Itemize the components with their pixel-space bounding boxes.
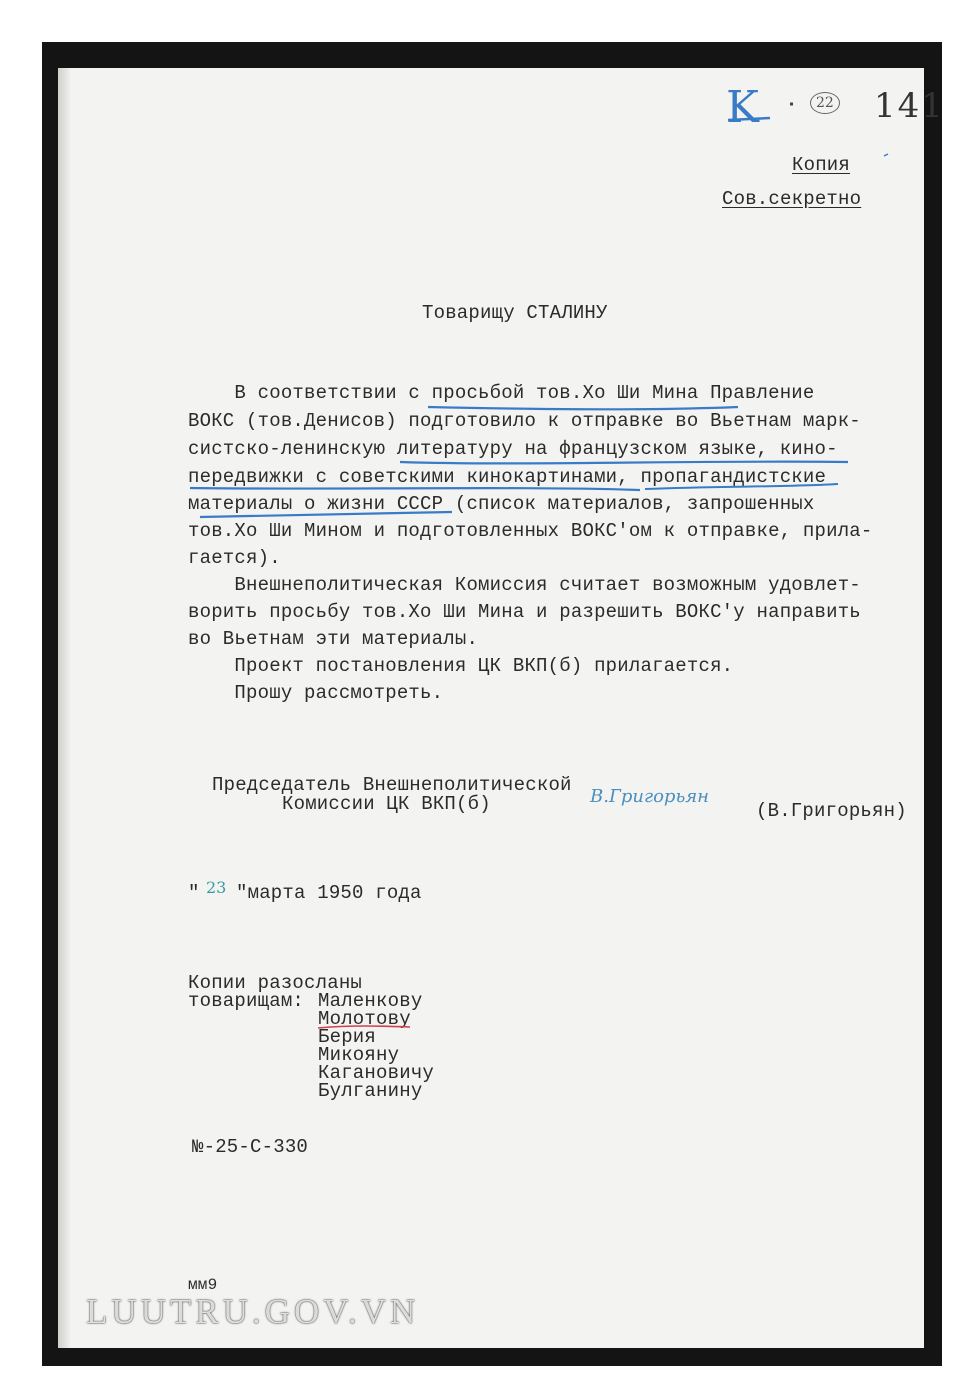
body-line: В соответствии с просьбой тов.Хо Ши Мина Правление — [188, 382, 815, 404]
distribution-heading: Копии разосланы — [188, 972, 363, 994]
body-line: во Вьетнам эти материалы. — [188, 628, 479, 650]
handwritten-circled-number: 22 — [810, 92, 840, 114]
archive-watermark: LUUTRU.GOV.VN — [86, 1292, 420, 1331]
handwritten-folio-number: 141 — [874, 86, 945, 126]
body-line: материалы о жизни СССР (список материалов, запрошенных — [188, 493, 815, 515]
signatory-title: Председатель Внешнеполитической — [212, 774, 572, 796]
typist-code: мм9 — [188, 1276, 218, 1294]
document-number: №-25-С-330 — [192, 1136, 309, 1158]
body-line: гается). — [188, 547, 281, 569]
body-line: тов.Хо Ши Мином и подготовленных ВОКС'ом к отправке, прила- — [188, 520, 873, 542]
signatory-name: (В.Григорьян) — [756, 800, 907, 822]
blue-underline — [190, 488, 640, 490]
body-line: Внешнеполитическая Комиссия считает возможным удовлет- — [188, 574, 861, 596]
date-open-quote: " — [188, 882, 200, 904]
body-line: ВОКС (тов.Денисов) подготовило к отправке во Вьетнам марк- — [188, 410, 861, 432]
recipient: Кагановичу — [318, 1062, 435, 1084]
addressee-heading: Товарищу СТАЛИНУ — [422, 302, 608, 324]
copy-label: Копия — [792, 154, 851, 176]
handwritten-signature: В.Григорьян — [590, 786, 710, 807]
recipient: Берия — [318, 1026, 377, 1048]
recipient: Булганину — [318, 1080, 423, 1102]
body-line: передвижки с советскими кинокартинами, пропагандистские — [188, 466, 827, 488]
body-line: систско-ленинскую литературу на французском языке, кино- — [188, 438, 838, 460]
body-line: ворить просьбу тов.Хо Ши Мина и разрешить ВОКС'у направить — [188, 601, 861, 623]
recipient: Микояну — [318, 1044, 400, 1066]
handwritten-check-stroke — [728, 118, 770, 120]
distribution-prefix: товарищам: — [188, 990, 305, 1012]
body-line: Прошу рассмотреть. — [188, 682, 444, 704]
blue-underline — [428, 407, 738, 409]
body-line: Проект постановления ЦК ВКП(б) прилагается. — [188, 655, 734, 677]
margin-tick — [884, 154, 888, 156]
handwritten-date-day: 23 — [206, 878, 227, 897]
handwritten-mark: K — [726, 82, 759, 133]
secrecy-label: Сов.секретно — [722, 188, 862, 210]
blue-underline — [200, 512, 452, 517]
signatory-title: Комиссии ЦК ВКП(б) — [282, 793, 491, 815]
date-text: "марта 1950 года — [236, 882, 422, 904]
red-underline — [318, 1026, 410, 1028]
recipient: Молотову — [318, 1008, 411, 1030]
blue-underline — [400, 462, 848, 464]
blue-underline — [645, 484, 838, 489]
recipient: Маленкову — [318, 990, 423, 1012]
